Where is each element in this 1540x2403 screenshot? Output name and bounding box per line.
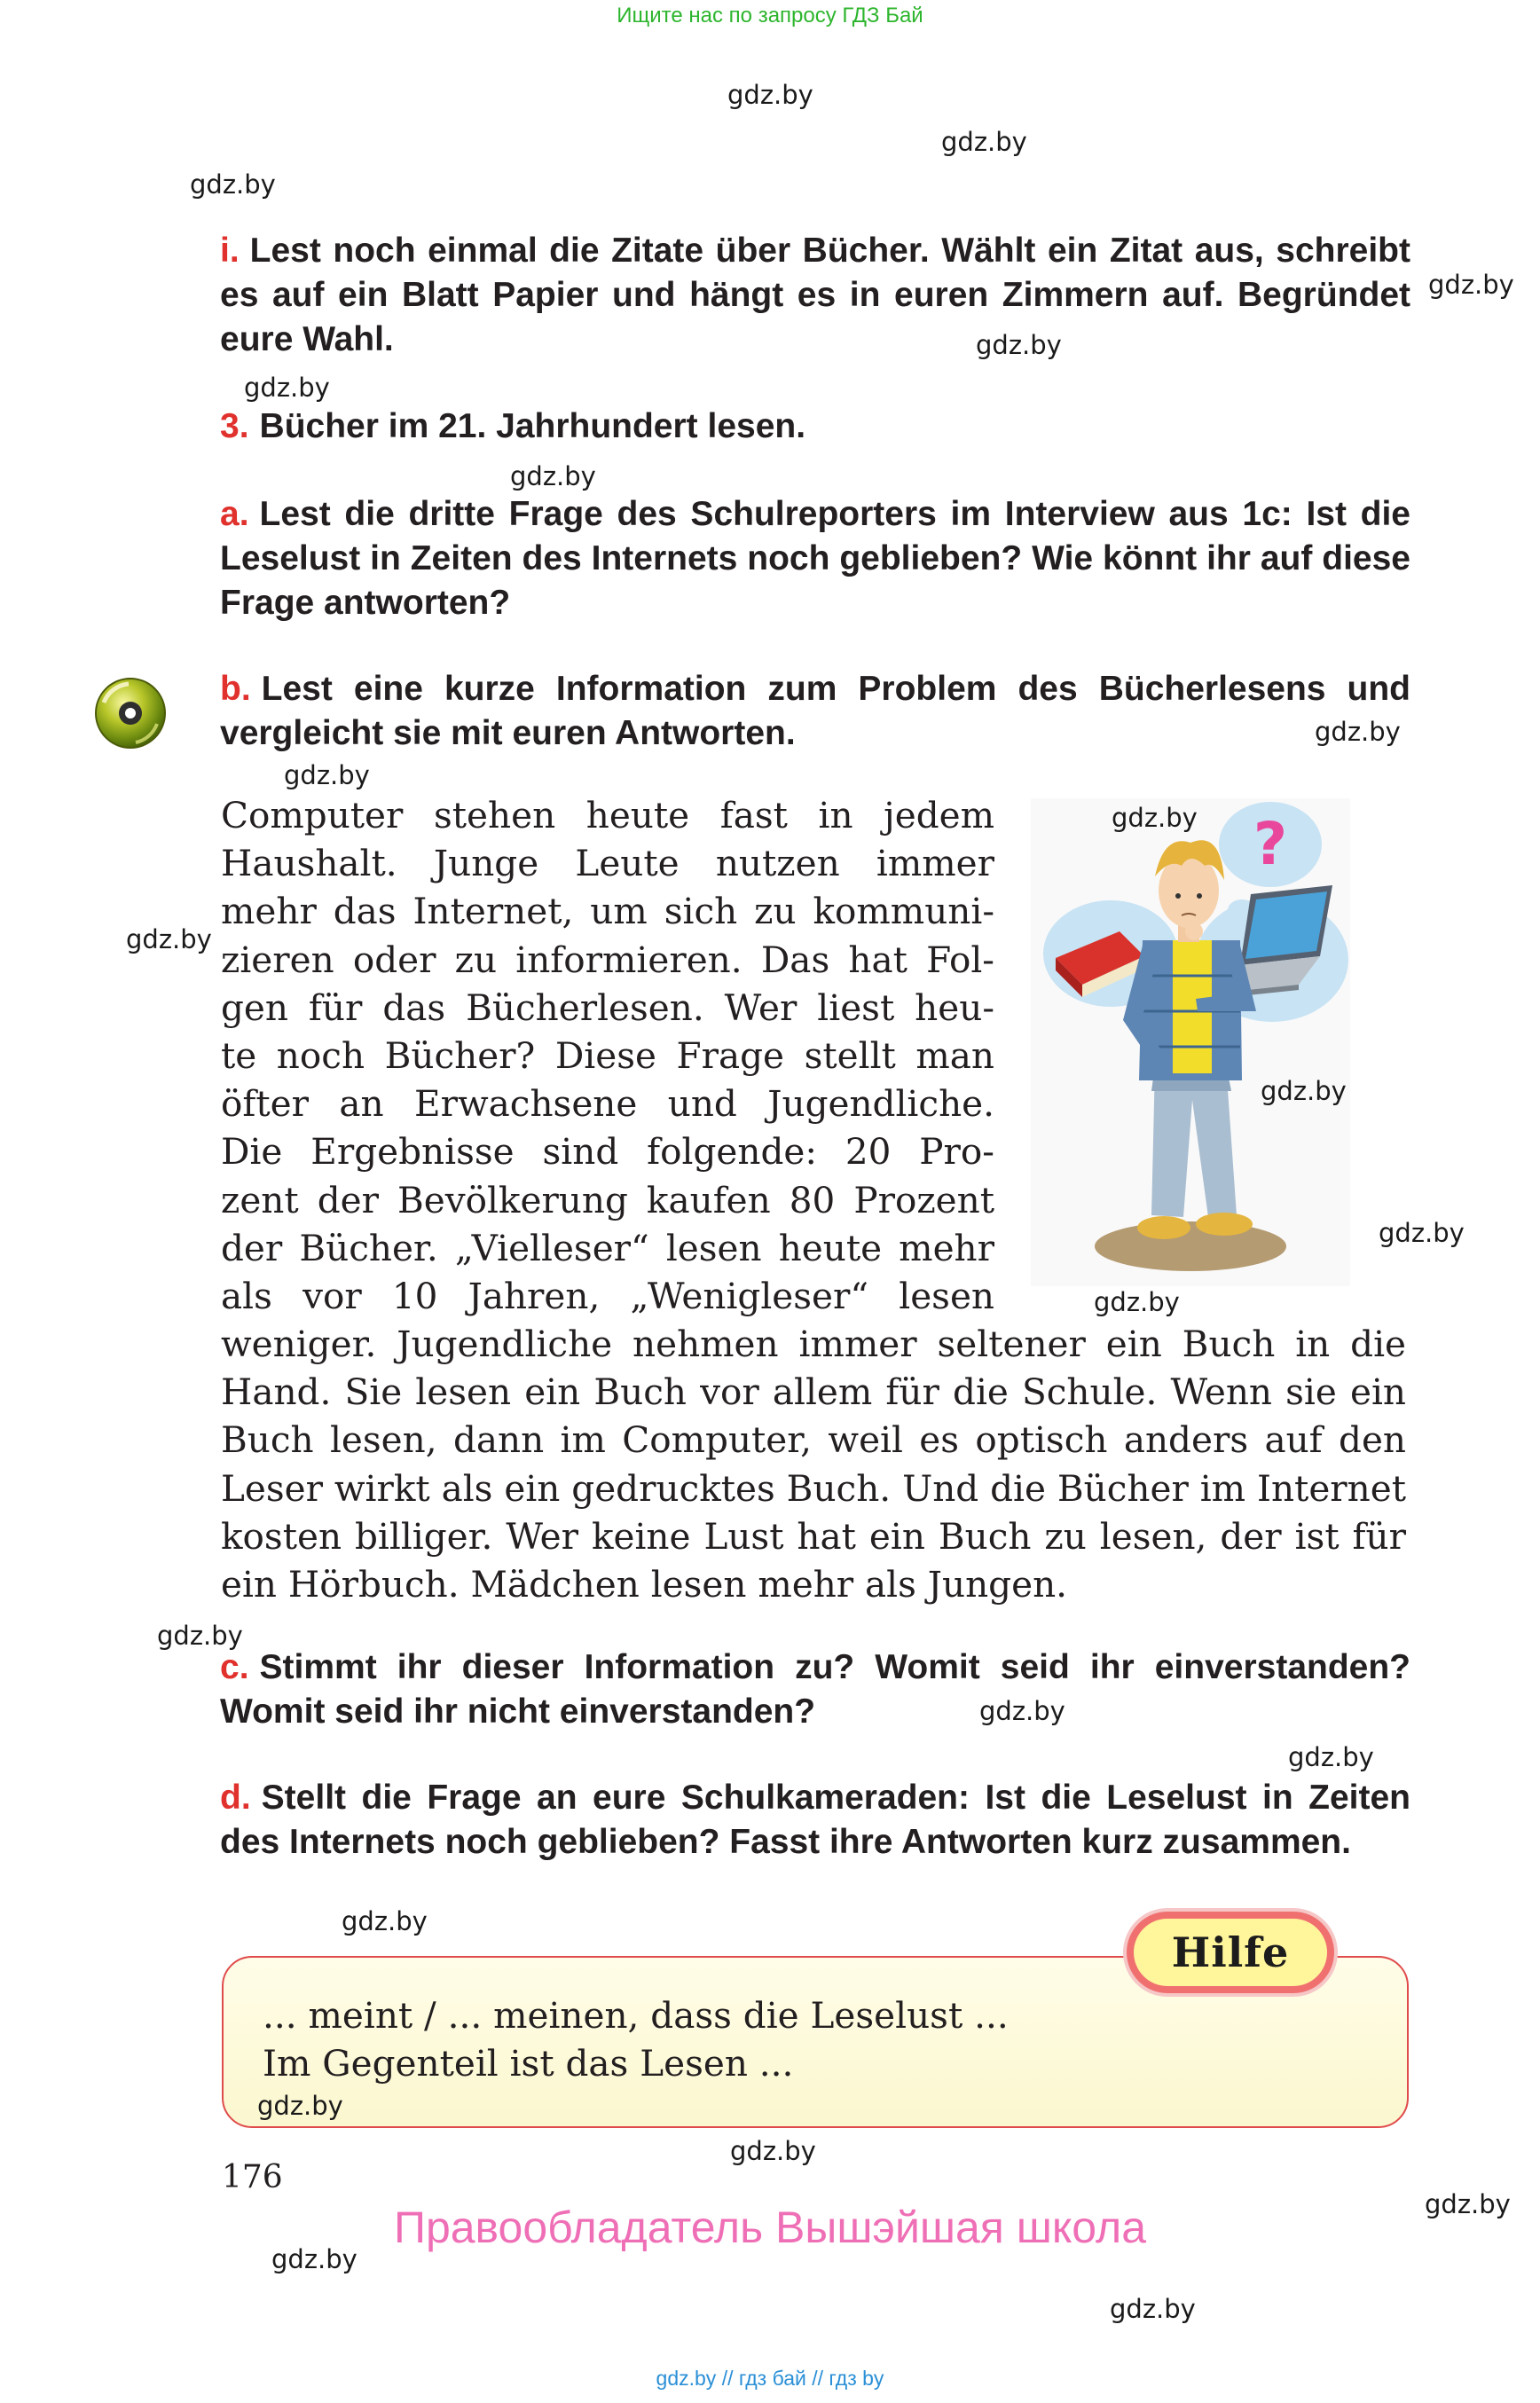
watermark: gdz.by (244, 373, 330, 403)
copyright-holder: Правообладатель Вышэйшая школа (394, 2203, 1146, 2252)
hilfe-title: Hilfe (1171, 1928, 1290, 1976)
watermark: gdz.by (1112, 803, 1198, 833)
reading-text-column (221, 791, 994, 1320)
reading-text-rest: weniger. Jugendliche nehmen immer seltener ein Buch in die Hand. Sie lesen ein Buch vor allem für die Schule. Wenn sie ein Buch lesen, dann im Computer, weil es optisch anders auf den Leser wirkt als ein gedrucktes Buch. Und die Bücher im Internet kosten billiger. Wer keine Lust hat ein Buch zu lesen, der ist für ein Hörbuch. Mädchen lesen mehr als Jungen. (221, 1323, 1406, 1606)
reading-line: als vor 10 Jahren, „Wenigleser“ lesen (221, 1275, 994, 1318)
watermark: gdz.by (1094, 1287, 1180, 1317)
watermark: gdz.by (271, 2244, 358, 2274)
watermark: gdz.by (979, 1696, 1065, 1726)
task-i-text: Lest noch einmal die Zitate über Bücher. Wählt ein Zitat aus, schreibt es auf ein Blatt Papier und hängt es in euren Zimmern auf. Begründet eure Wahl. (220, 232, 1410, 358)
task-i (220, 229, 1410, 362)
watermark: gdz.by (1379, 1218, 1465, 1248)
reading-line: gen für das Bücherlesen. Wer liest heu- (221, 986, 994, 1029)
section-3-number: 3. (220, 407, 249, 445)
watermark: gdz.by (1428, 270, 1514, 300)
reading-line: öfter an Erwachsene und Jugendliche. (221, 1082, 994, 1126)
task-i-label: i. (220, 232, 240, 270)
teen-with-book-and-laptop-illustration (1031, 798, 1350, 1286)
watermark: gdz.by (727, 80, 813, 110)
audio-cd-icon[interactable] (93, 676, 168, 750)
task-a-text: Lest die dritte Frage des Schulreporters im Interview aus 1c: Ist die Leselust in Zeiten des Internets noch geblieben? Wie könnt ihr auf diese Frage antworten? (220, 495, 1410, 622)
watermark: gdz.by (1288, 1742, 1374, 1772)
hilfe-line-2: Im Gegenteil ist das Lesen ... (263, 2042, 794, 2085)
task-d (220, 1776, 1410, 1865)
task-c-label: c. (220, 1648, 249, 1686)
watermark: gdz.by (730, 2136, 816, 2166)
task-a (220, 492, 1410, 625)
watermark: gdz.by (284, 760, 370, 790)
watermark: gdz.by (157, 1621, 243, 1651)
task-b-label: b. (220, 670, 251, 708)
task-c (220, 1645, 1410, 1734)
watermark: gdz.by (342, 1906, 428, 1936)
hilfe-badge (1127, 1912, 1334, 1993)
footer-nav-links[interactable]: gdz.by // гдз бай // гдз by (656, 2367, 884, 2390)
task-d-label: d. (220, 1779, 251, 1817)
reading-line: der Bücher. „Vielleser“ lesen heute mehr (221, 1226, 994, 1269)
page-number: 176 (222, 2159, 283, 2195)
watermark: gdz.by (941, 127, 1027, 157)
task-d-text: Stellt die Frage an eure Schulkameraden: Ist die Leselust in Zeiten des Internets noch geblieben? Fasst ihre Antworten kurz zusammen. (220, 1779, 1410, 1861)
watermark: gdz.by (1315, 717, 1401, 747)
task-b-text: Lest eine kurze Information zum Problem des Bücherlesens und vergleicht sie mit euren Antworten. (220, 670, 1410, 752)
reading-line: Die Ergebnisse sind folgende: 20 Pro- (221, 1130, 994, 1174)
watermark: gdz.by (976, 330, 1062, 360)
task-c-text: Stimmt ihr dieser Information zu? Womit seid ihr einverstanden? Womit seid ihr nicht einverstanden? (220, 1648, 1410, 1731)
hilfe-line-1: ... meint / ... meinen, dass die Leselust ... (263, 1994, 1009, 2037)
watermark: gdz.by (257, 2091, 343, 2121)
reading-line: Haushalt. Junge Leute nutzen immer (221, 842, 994, 885)
watermark: gdz.by (190, 169, 276, 200)
watermark: gdz.by (1261, 1076, 1347, 1106)
watermark: gdz.by (1425, 2189, 1511, 2219)
watermark: gdz.by (510, 461, 596, 491)
hilfe-badge-inner (1134, 1919, 1327, 1986)
reading-line: zent der Bevölkerung kaufen 80 Prozent (221, 1178, 994, 1221)
reading-line: te noch Bücher? Diese Frage stellt man (221, 1034, 994, 1078)
task-a-label: a. (220, 495, 249, 533)
reading-line: zieren oder zu informieren. Das hat Fol- (221, 938, 994, 981)
watermark: gdz.by (1110, 2294, 1196, 2324)
reading-line: mehr das Internet, um sich zu kommuni- (221, 890, 994, 933)
question-mark-icon: ? (1253, 810, 1288, 878)
top-search-hint-link[interactable]: Ищите нас по запросу ГДЗ Бай (617, 4, 923, 27)
section-3-heading (220, 404, 1410, 449)
reading-line: Computer stehen heute fast in jedem (221, 794, 994, 836)
section-3-title: Bücher im 21. Jahrhundert lesen. (259, 407, 806, 445)
watermark: gdz.by (126, 924, 212, 954)
task-b (220, 667, 1410, 756)
